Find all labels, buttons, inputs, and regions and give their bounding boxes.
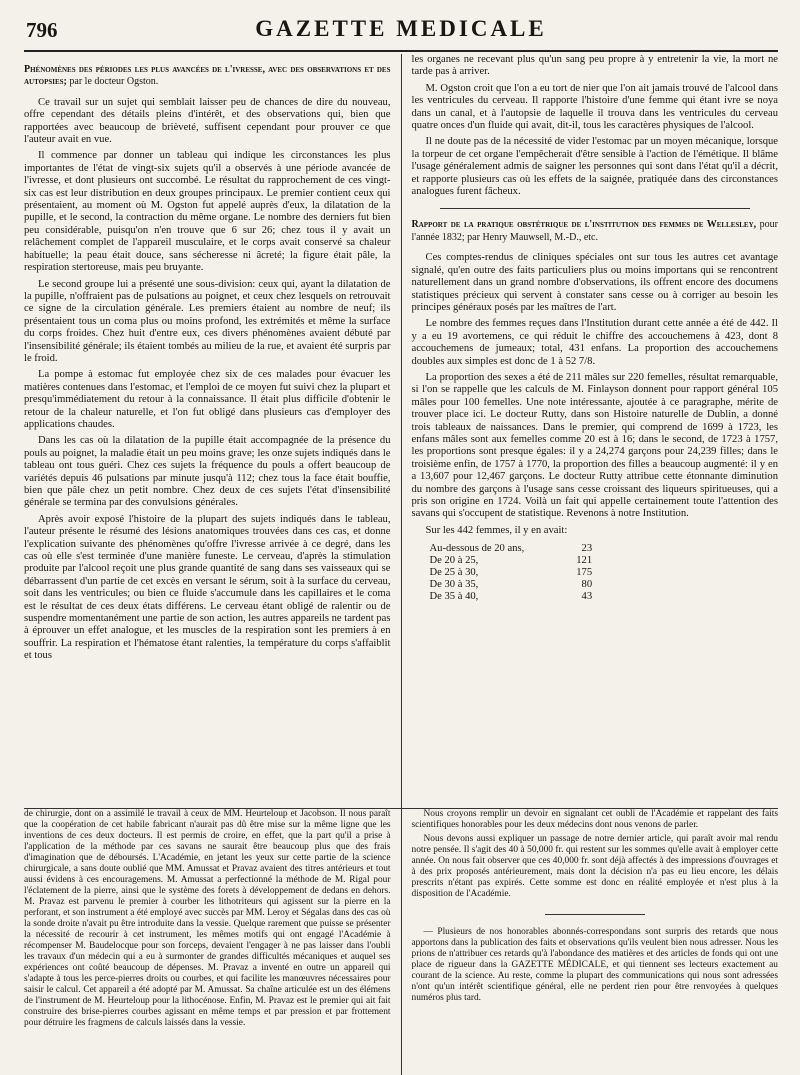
paragraph: Le second groupe lui a présenté une sous-division: ceux qui, ayant la dilatation de la pupille, n'offraient pas de pulsations au poignet, et ceux chez lesquels on retrouvait ce signe de la circulation générale. Les premiers étaient au nombre de neuf; ils présentaient tous un coma plus ou moins profond, les extrémités et même la surface du corps froides. Chez huit d'entre eux, ces divers phénomènes avaient débuté par l'insensibilité générale; ils étaient tombés au milieu de la rue, et avaient été surpris par le froid. [24,278,391,364]
table-row [430,555,593,567]
paragraph: Il commence par donner un tableau qui indique les circonstances les plus importantes de l'état de vingt-six sujets qu'il a observés à une période avancée de l'ivresse, et dont plusieurs ont succombé. Le résultat du rapprochement de ces vingt-six cas est leur distribution en deux groupes principaux. Le premier contient ceux qui présentaient, au moment où M. Ogston fut appelé auprès d'eux, la dilatation de la pupille, et le second, la contraction du même organe. Le nombre des derniers fut bien peu considérable, puisqu'on n'en trouve que 6 sur 26; chez tous il y avait un relâchement complet de l'appareil musculaire, et le corps avait conservé sa chaleur habituelle; la peau était douce, sans sécheresse ni âcreté; la figure était pâle, la respiration stertoreuse, mais peu bruyante. [24,150,391,274]
paragraph: Dans les cas où la dilatation de la pupille était accompagnée de la présence du pouls au poignet, la maladie était un peu moins grave; les onze sujets indiqués dans le tableau ont tous guéri. Chez ces sujets la fréquence du pouls a offert beaucoup de variétés depuis 46 pulsations par minute jusqu'à 112; chez tous la face était bouffie, bien que pâle chez un petit nombre. Chez deux de ces sujets l'état d'insensibilité générale se termina par des convulsions générales. [24,435,391,509]
paragraph: Ce travail sur un sujet qui semblait laisser peu de chances de dire du nouveau, offre cependant des détails pleins d'intérêt, et des observations qui, bien que rapportées avec beaucoup de brièveté, suffisent cependant pour prouver ce que l'auteur avait en vue. [24,96,391,146]
journal-title: GAZETTE MEDICALE [255,16,547,41]
left-column [24,54,402,808]
section-divider [440,208,750,209]
continued-paragraph: les organes ne recevant plus qu'un sang peu propre à y entretenir la vie, la mort ne tarde pas à arriver. [411,54,778,78]
table-row [430,579,593,591]
paragraph: Après avoir exposé l'histoire de la plupart des sujets indiqués dans le tableau, l'auteur présente le résumé des lésions anatomiques trouvées dans ces cas, et donne l'explication suivante des phénomènes qu'offre l'ivresse arrivée à ce degré, dans les cas où elle s'est terminée d'une manière funeste. Le cerveau, d'après la stimulation produite par l'alcool reçoit une plus grande quantité de sang dans ses vaisseaux qui se débarrassent d'un partie de cet excès en versant le sérum, soit à la surface du cerveau, soit dans les ventricules; ou bien ce fluide s'accumule dans les capillaires et le coma est le résultat de ces deux états différens. Le cerveau étant obligé de ralentir ou de suspendre momentanément une partie de son action, les autres appareils ne tardent pas à éprouver un effet analogue, et les muscles de la respiration sont les premiers à en souffrir. La respiration et l'hématose étant ralenties, la température du corps s'affaiblit et tous [24,513,391,662]
paragraph: Ces comptes-rendus de cliniques spéciales ont sur tous les autres cet avantage signalé, qu'en outre des faits particuliers plus ou moins importans qui se rencontrent naturellement dans un grand nombre d'observations, ils offrent encore des documens statistiques précieux qui servent à constater sans cesse ou à corriger au besoin les principes généraux posés par les maîtres de l'art. [411,252,778,313]
paragraph: La pompe à estomac fut employée chez six de ces malades pour évacuer les matières contenues dans l'estomac, et l'emploi de ce moyen fut suivi chez la plupart et presqu'immédiatement du retour à la connaissance. Il était plus difficile d'obtenir le retour de la chaleur naturelle, et l'on fut obligé dans plusieurs cas d'employer des applications chaudes. [24,369,391,430]
age-range: Au-dessous de 20 ans, [429,543,525,555]
table-row [430,543,593,555]
main-columns [24,54,778,808]
age-range: De 30 à 35, [429,579,479,591]
paragraph: Nous croyons remplir un devoir en signalant cet oubli de l'Académie et rappelant des faits scientifiques honorables pour les deux médecins dont nous venons de parler. [411,809,778,830]
age-range: De 25 à 30, [429,567,479,579]
feuilleton [24,809,778,1075]
paragraph: Sur les 442 femmes, il y en avait: [425,524,568,536]
age-count: 80 [581,579,593,591]
paragraph: Il ne doute pas de la nécessité de vider l'estomac par un moyen mécanique, lorsque la torpeur de cet organe l'empêcherait d'être sensible à l'action de l'émétique. Il blâme l'usage généralement admis de saigner les personnes qui sont dans l'état qu'il a décrit, et rapporte plusieurs cas où les effets de la saignée, pratiquée dans des circonstances analogues furent fâcheux. [411,136,778,198]
table-row [430,567,593,579]
page-header [24,14,778,52]
notice-paragraph: — Plusieurs de nos honorables abonnés-correspondans sont surpris des retards que nous apportons dans la publication des faits et observations qu'ils veulent bien nous adresser. Nous les prions de n'attribuer ces retards qu'à l'abondance des matières et des articles de fonds qui ont une place de rigueur dans la GAZETTE MÉDICALE, et qui tiennent ses lecteurs exactement au courant de la science. Au reste, comme la plupart des communications qui nous sont adressées n'ont qu'un intérêt scientifique général, elle ne perdent rien pour être renvoyées à quelques numéros plus tard. [411,927,778,1003]
age-count: 23 [581,543,593,555]
paragraph: La proportion des sexes a été de 211 mâles sur 220 femelles, résultat remarquable, si l'on se rappelle que les calculs de M. Finlayson donnent pour rapport général 105 mâles pour 100 femelles. Une note intéressante, ajoutée à ce paragraphe, mérite de trouver place ici. Le docteur Rutty, dans son Histoire naturelle de Dublin, a donné trois tableaux de naissances. Dans le premier, qui comprend de 1699 à 1723, les enfans mâles sont aux femelles comme 20 est à 16; dans le second, de 1723 à 1757, les proportions sont presque égales: il y a 24,274 garçons pour 24,239 filles; dans le troisième enfin, de 1757 à 1770, la proportion des filles a beaucoup augmenté: il y en a 13,607 pour 12,467 garçons. Le docteur Rutty attribue cette étonnante diminution du nombre des garçons à l'usage sans cesse croissant des liqueurs spiritueuses, qui a pris son origine en 1724. Voilà un fait qui appelle certainement toute l'attention des savans qui s'occupent de statistique. Revenons à notre Institution. [411,371,778,520]
age-table [430,543,593,603]
right-column [402,54,779,808]
paragraph: de chirurgie, dont on a assimilé le travail à ceux de MM. Heurteloup et Jacobson. Il nous paraît que la coopération de cet habile fabricant n'aurait pas dû être mise sur la même ligne que les inventions de ces deux docteurs. Il est permis de croire, en effet, que la part qu'il a prise à l'application de la méthode par ces savans ne saurait être beaucoup plus que des frais d'imagination que de déboursés. L'Académie, en jetant les yeux sur cette partie de la science chirurgicale, a sans doute oublié que MM. Amussat et Pravaz avaient des titres antérieurs et tout aussi évidens à ces encouragemens. M. Amussat a perfectionné la méthode de M. Rigal pour l'éclatement de la pierre, ainsi que le système des forets à développement de dedans en dehors. M. Pravaz est parvenu le premier à courber les lithotriteurs qui agissent sur la pierre en la perforant, et son instrument a été employé avec succès par MM. Leroy et Ségalas dans des cas où la sonde droite n'avait pu être introduite dans la vessie. Quelque rarement que puisse se présenter la nécessité de recourir à cet instrument, les mêmes motifs qui ont engagé l'Académie à récompenser M. Baudelocque pour son forceps, devaient l'engager à ne pas laisser dans l'oubli les travaux d'un médecin qui a eu à surmonter de grandes difficultés mécaniques et auquel ses expériences ont coûté beaucoup de dépenses. M. Pravaz a inventé en outre un appareil qui s'adapte à tous les perce-pierres droits ou courbes, et qui facilite les manœuvres nécessaires pour saisir le calcul. Cet appareil a été adopté par M. Amussat. Sa chaîne articulée est un des élémens de l'instrument de M. Heurteloup pour la lithocénose. Enfin, M. Pravaz est le premier qui ait fait construire des brise-pierres courbes agissant en même temps et par pression et par frottement pour détruire les fragmens de calculs laissés dans la vessie. [24,809,391,1028]
age-count: 175 [576,567,593,579]
footer-left-column [24,809,402,1075]
paragraph: Nous devons aussi expliquer un passage de notre dernier article, qui paraît avoir mal rendu notre pensée. Il s'agit des 40 à 50,000 fr. qui restent sur les sommes qu'elle avait à employer cette année. On nous fait observer que ces 40,000 fr. sont déjà affectés à des impressions d'ouvrages et à des prix proposés antérieurement, mais dont la décision n'a pas eu lieu encore, les délais prescrits n'étant pas expirés. Cette somme est donc en réalité employée et n'est plus à la disposition de l'Académie. [411,834,778,899]
article-title-wellesley: Rapport de la pratique obstétrique de l'institution des femmes de Wellesley, pour l'année 1832; par Henry Mauwsell, M.-D., etc. [411,219,778,243]
age-range: De 20 à 25, [429,555,479,567]
table-row [430,591,593,603]
age-count: 43 [581,591,593,603]
paragraph: M. Ogston croit que l'on a eu tort de nier que l'on ait jamais trouvé de l'alcool dans les ventricules du cerveau. Il rapporte l'histoire d'une femme qui étant ivre se noya dans un canal, et à l'autopsie de laquelle il trouva dans les ventricules du cerveau quatre onces d'un fluide qui avait, dit-il, tous les caractères physiques de l'alcool. [411,82,778,132]
paragraph: Le nombre des femmes reçues dans l'Institution durant cette année a été de 442. Il y a eu 19 avortemens, ce qui réduit le chiffre des accouchemens à 423, dont 8 accouchemens de jumeaux; total, 431 enfans. La proportion des accouchemens doubles aux simples est donc de 1 à 52 7/8. [411,318,778,367]
age-count: 121 [576,555,593,567]
age-range: De 35 à 40, [429,591,479,603]
footer-right-column [402,809,779,1075]
page-number: 796 [26,18,58,42]
article-title-ogston: Phénomènes des périodes les plus avancées de l'ivresse, avec des observations et des autopsies; par le docteur Ogston. [24,64,391,88]
section-divider [545,914,645,915]
